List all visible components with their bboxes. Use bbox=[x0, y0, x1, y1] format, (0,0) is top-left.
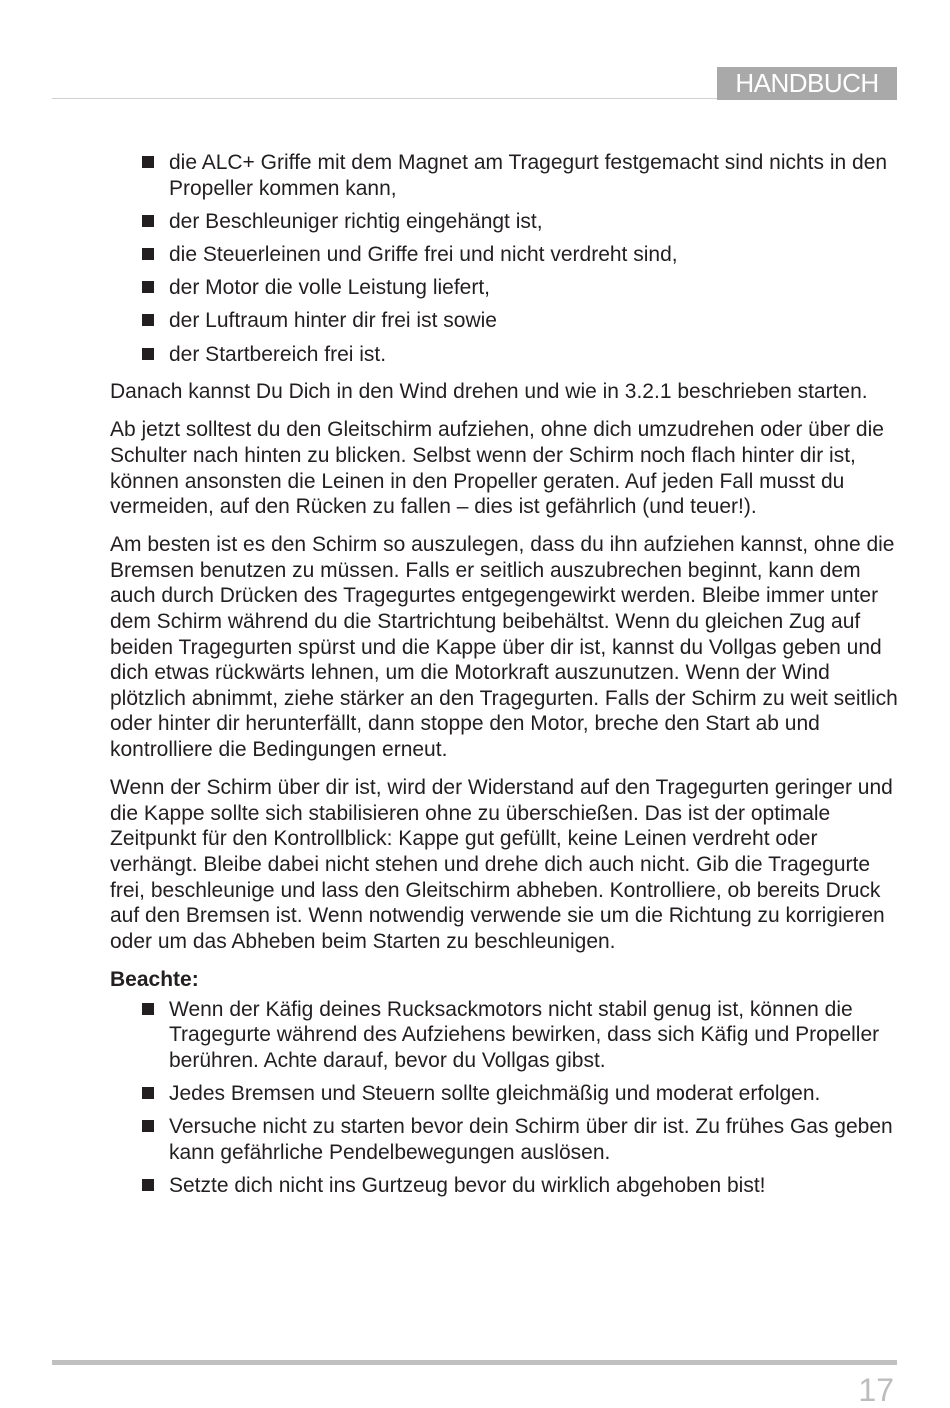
list-item: die ALC+ Griffe mit dem Magnet am Tragegurt festgemacht sind nichts in den Propeller kommen kann, bbox=[110, 150, 900, 201]
list-item: der Startbereich frei ist. bbox=[110, 342, 900, 368]
square-bullet-icon bbox=[142, 248, 154, 260]
square-bullet-icon bbox=[142, 314, 154, 326]
page-number: 17 bbox=[858, 1372, 894, 1408]
list-item: der Motor die volle Leistung liefert, bbox=[110, 275, 900, 301]
square-bullet-icon bbox=[142, 281, 154, 293]
body-paragraph: Wenn der Schirm über dir ist, wird der Widerstand auf den Tragegurten geringer und die Kappe sollte sich stabilisieren ohne zu überschießen. Das ist der optimale Zeitpunkt für den Kontrollblick: Kappe gut gefüllt, keine Leinen verdreht oder verhängt. Bleibe dabei nicht stehen und drehe dich auch nicht. Gib die Tragegurte frei, beschleunige und lass den Gleitschirm abheben. Kontrolliere, ob bereits Druck auf den Bremsen ist. Wenn notwendig verwende sie um die Richtung zu korrigieren oder um das Abheben beim Starten zu beschleunigen. bbox=[110, 776, 893, 953]
body-paragraph: Danach kannst Du Dich in den Wind drehen und wie in 3.2.1 beschrieben starten. bbox=[110, 380, 868, 404]
footer-rule bbox=[52, 1360, 897, 1365]
list-item: Wenn der Käfig deines Rucksackmotors nicht stabil genug ist, können die Tragegurte während des Aufziehens bewirken, dass sich Käfig und Propeller berühren. Achte darauf, bevor du Vollgas gibst. bbox=[110, 997, 900, 1074]
square-bullet-icon bbox=[142, 1120, 154, 1132]
body-paragraph: Am besten ist es den Schirm so auszulegen, dass du ihn aufziehen kannst, ohne die Bremsen benutzen zu müssen. Falls er seitlich auszubrechen beginnt, kann dem auch durch Drücken des Tragegurtes entgegengewirkt werden. Bleibe immer unter dem Schirm während du die Startrichtung beibehältst. Wenn du gleichen Zug auf beiden Tragegurten spürst und die Kappe über dir ist, kannst du Vollgas geben und dich etwas rückwärts lehnen, um die Motorkraft auszunutzen. Wenn der Wind plötzlich abnimmt, ziehe stärker an den Tragegurten. Falls der Schirm zu weit seitlich oder hinter dir herunterfällt, dann stoppe den Motor, breche den Start ab und kontrolliere die Bedingungen erneut. bbox=[110, 533, 898, 762]
note-heading: Beachte: bbox=[110, 967, 199, 991]
list-item: Versuche nicht zu starten bevor dein Schirm über dir ist. Zu frühes Gas geben kann gefährliche Pendelbewegungen auslösen. bbox=[110, 1114, 900, 1165]
square-bullet-icon bbox=[142, 156, 154, 168]
checklist-bullets bbox=[110, 150, 900, 367]
list-item: der Luftraum hinter dir frei ist sowie bbox=[110, 308, 900, 334]
square-bullet-icon bbox=[142, 215, 154, 227]
page-content bbox=[110, 150, 900, 1206]
list-item: Jedes Bremsen und Steuern sollte gleichmäßig und moderat erfolgen. bbox=[110, 1081, 900, 1107]
section-header-tab: HANDBUCH bbox=[717, 67, 897, 100]
list-item: die Steuerleinen und Griffe frei und nicht verdreht sind, bbox=[110, 242, 900, 268]
body-paragraph: Ab jetzt solltest du den Gleitschirm aufziehen, ohne dich umzudrehen oder über die Schulter nach hinten zu blicken. Selbst wenn der Schirm noch flach hinter dir ist, können ansonsten die Leinen in den Propeller geraten. Auf jeden Fall musst du vermeiden, auf den Rücken zu fallen – dies ist gefährlich (und teuer!). bbox=[110, 418, 884, 519]
square-bullet-icon bbox=[142, 1179, 154, 1191]
square-bullet-icon bbox=[142, 348, 154, 360]
list-item: der Beschleuniger richtig eingehängt ist, bbox=[110, 209, 900, 235]
square-bullet-icon bbox=[142, 1087, 154, 1099]
list-item: Setzte dich nicht ins Gurtzeug bevor du wirklich abgehoben bist! bbox=[110, 1173, 900, 1199]
note-bullets bbox=[110, 997, 900, 1199]
square-bullet-icon bbox=[142, 1003, 154, 1015]
